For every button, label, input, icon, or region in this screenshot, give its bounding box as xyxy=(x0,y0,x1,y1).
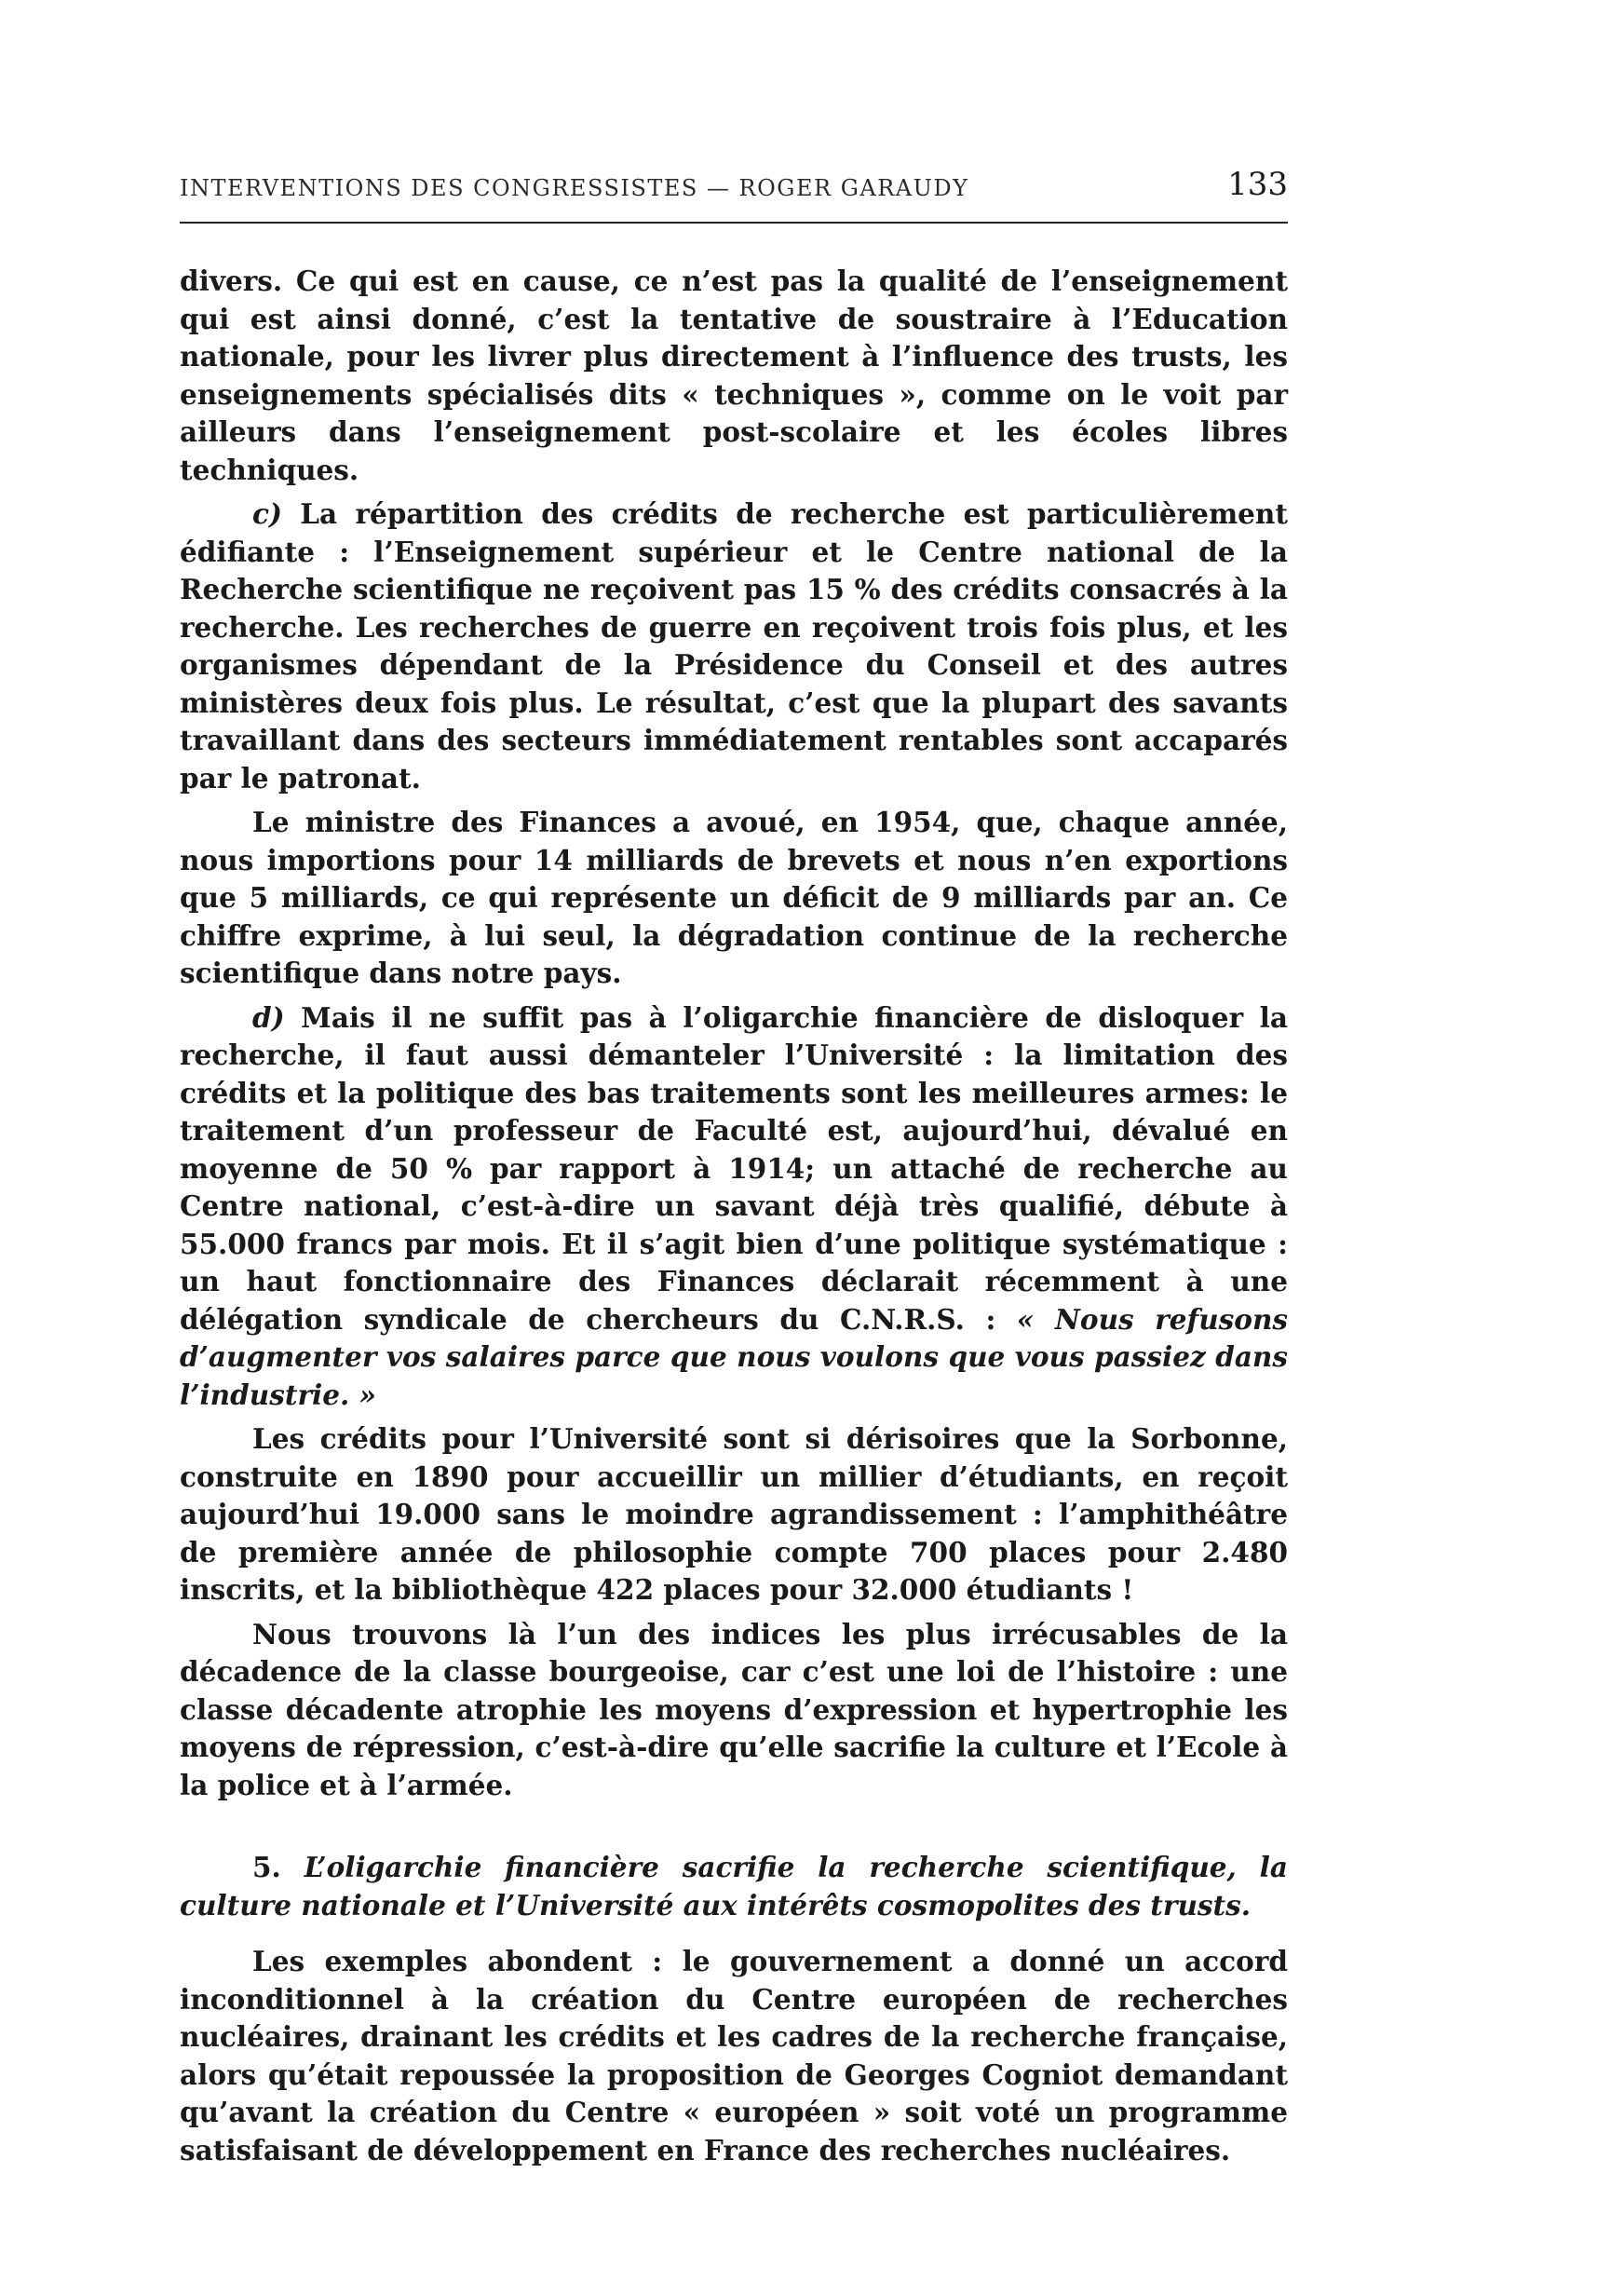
paragraph-c-label: c) xyxy=(252,497,282,530)
section-number: 5. xyxy=(252,1851,281,1883)
paragraph-d-quote: « Nous refusons d’augmenter vos salaires parce que nous voulons que vous passiez dans l’industrie. » xyxy=(180,1302,1288,1411)
paragraph-sorbonne: Les crédits pour l’Université sont si dérisoires que la Sorbonne, construite en 1890 pour accueillir un millier d’étudiants, en reçoit aujourd’hui 19.000 sans le moindre agrandissement : l’amphithéâtre de première année de philosophie compte 700 places pour 2.480 inscrits, et la bibliothèque 422 places pour 32.000 étudiants ! xyxy=(180,1422,1288,1606)
paragraph-c xyxy=(180,496,1288,797)
paragraph-d xyxy=(180,999,1288,1415)
paragraph-d-text: Mais il ne suffit pas à l’oligarchie financière de disloquer la recherche, il faut aussi démanteler l’Université : la limitation des crédits et la politique des bas traitements sont les meilleures armes: le traitement d’un professeur de Faculté est, aujourd’hui, dévalué en moyenne de 50 % par rapport à 1914; un attaché de recherche au Centre national, c’est-à-dire un savant déjà très qualifié, débute à 55.000 francs par mois. Et il s’agit bien d’une politique systématique : un haut fonctionnaire des Finances déclarait récemment à une délégation syndicale de chercheurs du C.N.R.S. : xyxy=(180,1000,1288,1336)
paragraph-c-text: La répartition des crédits de recherche est particulièrement édifiante : l’Enseignement supérieur et le Centre national de la Recherche scientifique ne reçoivent pas 15 % des crédits consacrés à la recherche. Les recherches de guerre en reçoivent trois fois plus, et les organismes dépendant de la Présidence du Conseil et des autres ministères deux fois plus. Le résultat, c’est que la plupart des savants travaillant dans des secteurs immédiatement rentables sont accaparés par le patronat. xyxy=(180,497,1288,794)
paragraph-continued: divers. Ce qui est en cause, ce n’est pas la qualité de l’enseignement qui est ainsi donné, c’est la tentative de soustraire à l’Education nationale, pour les livrer plus directement à l’influence des trusts, les enseignements spécialisés dits « techniques », comme on le voit par ailleurs dans l’enseignement post-scolaire et les écoles libres techniques. xyxy=(180,265,1288,486)
section-title: L’oligarchie financière sacrifie la recherche scientifique, la culture nationale et l’Université aux intérêts cosmopolites des trusts. xyxy=(180,1851,1288,1922)
paragraph-d-label: d) xyxy=(252,1000,285,1034)
page-number: 133 xyxy=(1227,166,1288,203)
running-head xyxy=(180,166,1288,210)
body-text xyxy=(180,263,1288,2176)
header-rule xyxy=(180,222,1288,224)
paragraph-exemples: Les exemples abondent : le gouvernement a donné un accord inconditionnel à la création du Centre européen de recherches nucléaires, drainant les crédits et les cadres de la recherche française, alors qu’était repoussée la proposition de Georges Cogniot demandant qu’avant la création du Centre « européen » soit voté un programme satisfaisant de développement en France des recherches nucléaires. xyxy=(180,1945,1288,2166)
section-heading-5 xyxy=(180,1849,1288,1924)
paragraph-finances: Le ministre des Finances a avoué, en 1954, que, chaque année, nous importions pour 14 milliards de brevets et nous n’en exportions que 5 milliards, ce qui représente un déficit de 9 milliards par an. Ce chiffre exprime, à lui seul, la dégradation continue de la recherche scientifique dans notre pays. xyxy=(180,806,1288,989)
running-title: INTERVENTIONS DES CONGRESSISTES — ROGER GARAUDY xyxy=(180,175,969,201)
paragraph-decadence: Nous trouvons là l’un des indices les plus irrécusables de la décadence de la classe bourgeoise, car c’est une loi de l’histoire : une classe décadente atrophie les moyens d’expression et hypertrophie les moyens de répression, c’est-à-dire qu’elle sacrifie la culture et l’Ecole à la police et à l’armée. xyxy=(180,1617,1288,1801)
